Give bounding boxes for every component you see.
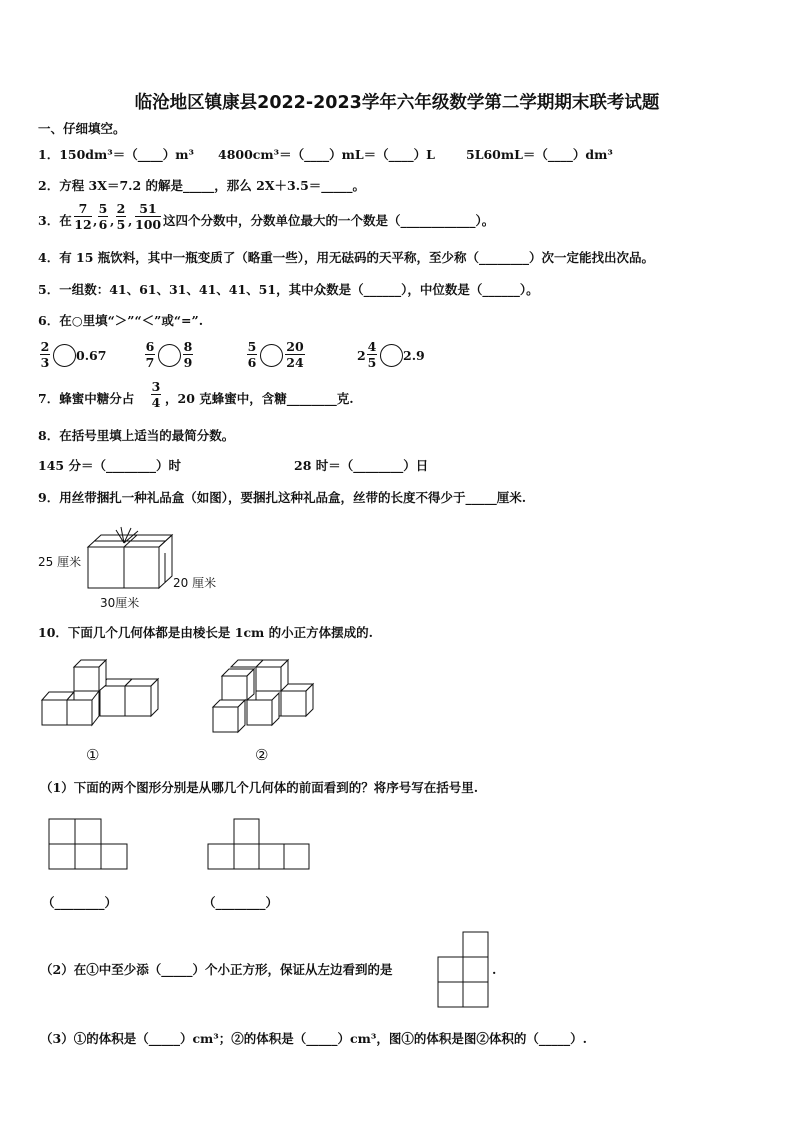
question-10: 10．下面几个几何体都是由棱长是 1cm 的小正方体摆成的.	[38, 625, 373, 640]
q10-sub1: （1）下面的两个图形分别是从哪几个几何体的前面看到的？将序号写在括号里.	[40, 780, 479, 795]
question-5: 5．一组数：41、61、31、41、41、51，其中众数是（______），中位数是（______）。	[38, 282, 539, 297]
q6-item4-whole: 2	[357, 348, 366, 363]
q6-item4-left-fraction: $\frac{4}{5}$	[367, 339, 377, 370]
compare-circle[interactable]	[260, 344, 283, 367]
q3-comma: ,	[93, 213, 98, 228]
q3-fraction-3: $\frac{2}{5}$	[116, 201, 126, 232]
q3-fraction-4: $\frac{51}{100}$	[135, 201, 162, 232]
q6-item3-right-fraction: $\frac{20}{24}$	[286, 339, 304, 370]
question-6: 6．在○里填“＞”“＜”或“=”.	[38, 313, 204, 328]
q3-prefix: 3．在	[38, 213, 72, 228]
q6-item3-left-fraction: $\frac{5}{6}$	[247, 339, 257, 370]
q7-fraction: $\frac{3}{4}$	[151, 379, 161, 410]
q10-sub2: （2）在①中至少添（_____）个小正方形，保证从左边看到的是	[40, 962, 393, 977]
q7-suffix: ，20 克蜂蜜中，含糖________克.	[165, 391, 354, 406]
page-title: 临沧地区镇康县2022-2023学年六年级数学第二学期期末联考试题	[134, 93, 660, 113]
q6-item1-right: 0.67	[76, 348, 107, 363]
q6-item2-right-fraction: $\frac{8}{9}$	[183, 339, 193, 370]
q1-part-a: 1．150dm³＝（____）m³	[38, 147, 194, 162]
section-heading: 一、仔细填空。	[38, 121, 126, 136]
q3-comma: ,	[128, 213, 133, 228]
compare-circle[interactable]	[380, 344, 403, 367]
q8-part-a: 145 分＝（________）时	[38, 458, 181, 473]
box-width-label: 30厘米	[100, 596, 140, 610]
q6-item1-left-fraction: $\frac{2}{3}$	[40, 339, 50, 370]
q6-item4-right: 2.9	[403, 348, 425, 363]
answer-blank-2: （________）	[203, 895, 279, 910]
answer-blank-1: （________）	[42, 895, 118, 910]
compare-circle[interactable]	[53, 344, 76, 367]
question-4: 4．有 15 瓶饮料，其中一瓶变质了（略重一些），用无砝码的天平称，至少称（________）次一定能找出次品。	[38, 250, 655, 265]
q3-suffix: 这四个分数中，分数单位最大的一个数是（____________）。	[163, 213, 495, 228]
q3-fraction-2: $\frac{5}{6}$	[98, 201, 108, 232]
compare-circle[interactable]	[158, 344, 181, 367]
q8-part-b: 28 时＝（________）日	[294, 458, 429, 473]
q1-part-c: 5L60mL＝（____）dm³	[466, 147, 613, 162]
q3-comma: ,	[110, 213, 115, 228]
box-depth-label: 20 厘米	[173, 576, 217, 590]
solid-1-label: ①	[86, 746, 100, 764]
question-9: 9．用丝带捆扎一种礼品盒（如图），要捆扎这种礼品盒，丝带的长度不得少于_____厘米.	[38, 490, 527, 505]
box-height-label: 25 厘米	[38, 555, 82, 569]
solid-2-label: ②	[255, 746, 269, 764]
question-2: 2．方程 3X＝7.2 的解是_____，那么 2X＋3.5＝_____。	[38, 178, 366, 193]
question-8: 8．在括号里填上适当的最简分数。	[38, 428, 235, 443]
q10-sub3: （3）①的体积是（_____）cm³；②的体积是（_____）cm³，图①的体积是图②体积的（_____）.	[40, 1031, 587, 1046]
q10-sub2-end: .	[492, 962, 497, 977]
q3-fraction-1: $\frac{7}{12}$	[74, 201, 92, 232]
q1-part-b: 4800cm³＝（____）mL＝（____）L	[218, 147, 435, 162]
q7-prefix: 7．蜂蜜中糖分占	[38, 391, 135, 406]
q6-item2-left-fraction: $\frac{6}{7}$	[145, 339, 155, 370]
